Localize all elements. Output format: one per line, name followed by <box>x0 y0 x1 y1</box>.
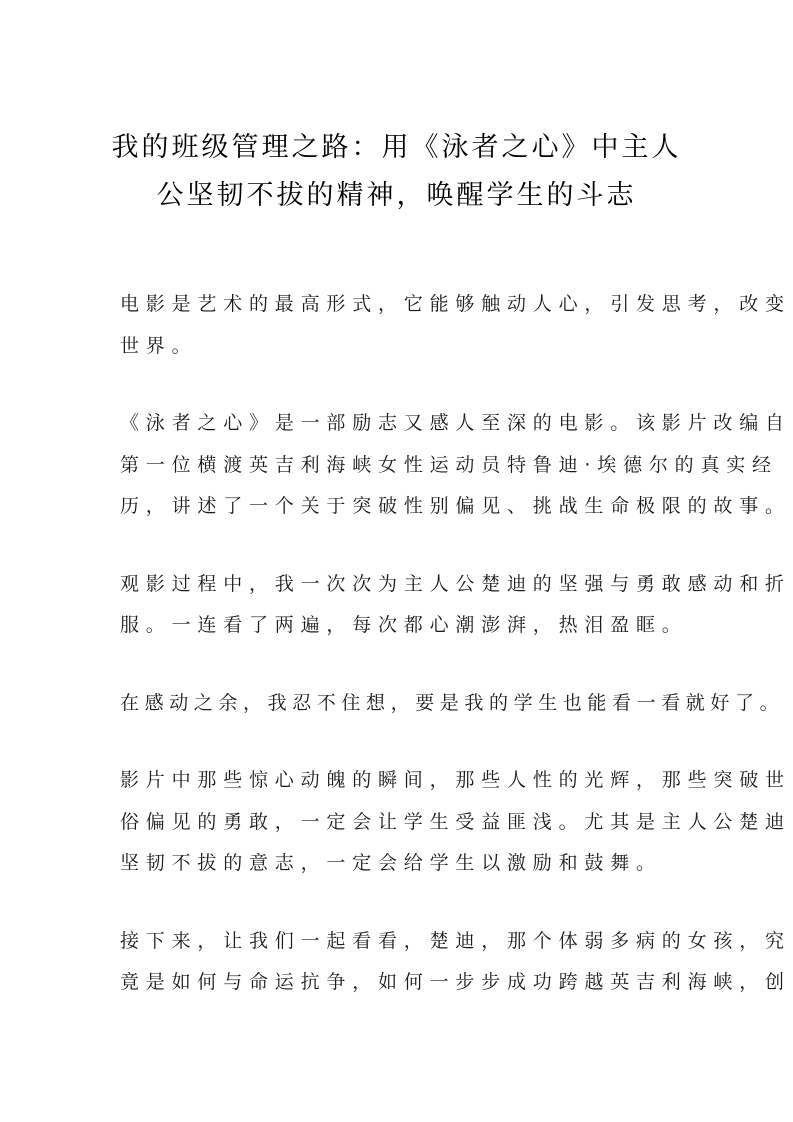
paragraph-wish <box>120 683 785 725</box>
document-body <box>120 284 791 1040</box>
text-line: 历，讲述了一个关于突破性别偏见、挑战生命极限的故事。 <box>120 495 791 517</box>
text-line: 观影过程中，我一次次为主人公楚迪的坚强与勇敢感动和折 <box>120 572 791 595</box>
text-line: 坚韧不拔的意志，一定会给学生以激励和鼓舞。 <box>120 852 662 874</box>
text-line: 接下来，让我们一起看看，楚迪，那个体弱多病的女孩，究 <box>120 929 791 952</box>
text-line: 第一位横渡英吉利海峡女性运动员特鲁迪·埃德尔的真实经 <box>120 453 778 476</box>
paragraph-intro <box>120 284 791 367</box>
paragraph-film-summary <box>120 403 791 528</box>
paragraph-transition <box>120 921 791 1004</box>
text-line: 影片中那些惊心动魄的瞬间，那些人性的光辉，那些突破世 <box>120 769 791 791</box>
text-line: 俗偏见的勇敢，一定会让学生受益匪浅。尤其是主人公楚迪 <box>120 810 791 833</box>
text-line: 电影是艺术的最高形式，它能够触动人心，引发思考，改变 <box>120 293 791 315</box>
paragraph-film-value <box>120 760 791 885</box>
title-line: 我的班级管理之路：用《泳者之心》中主人 <box>111 132 682 163</box>
text-line: 在感动之余，我忍不住想，要是我的学生也能看一看就好了。 <box>120 691 785 714</box>
text-line: 世界。 <box>120 334 198 357</box>
title-line: 公坚韧不拔的精神，唤醒学生的斗志 <box>156 180 637 211</box>
text-line: 竟是如何与命运抗争，如何一步步成功跨越英吉利海峡，创 <box>120 971 791 993</box>
text-line: 《泳者之心》是一部励志又感人至深的电影。该影片改编自 <box>120 412 791 434</box>
document-title <box>100 124 693 220</box>
paragraph-viewing-experience <box>120 564 791 647</box>
text-line: 服。一连看了两遍，每次都心潮澎湃，热泪盈眶。 <box>120 614 688 636</box>
